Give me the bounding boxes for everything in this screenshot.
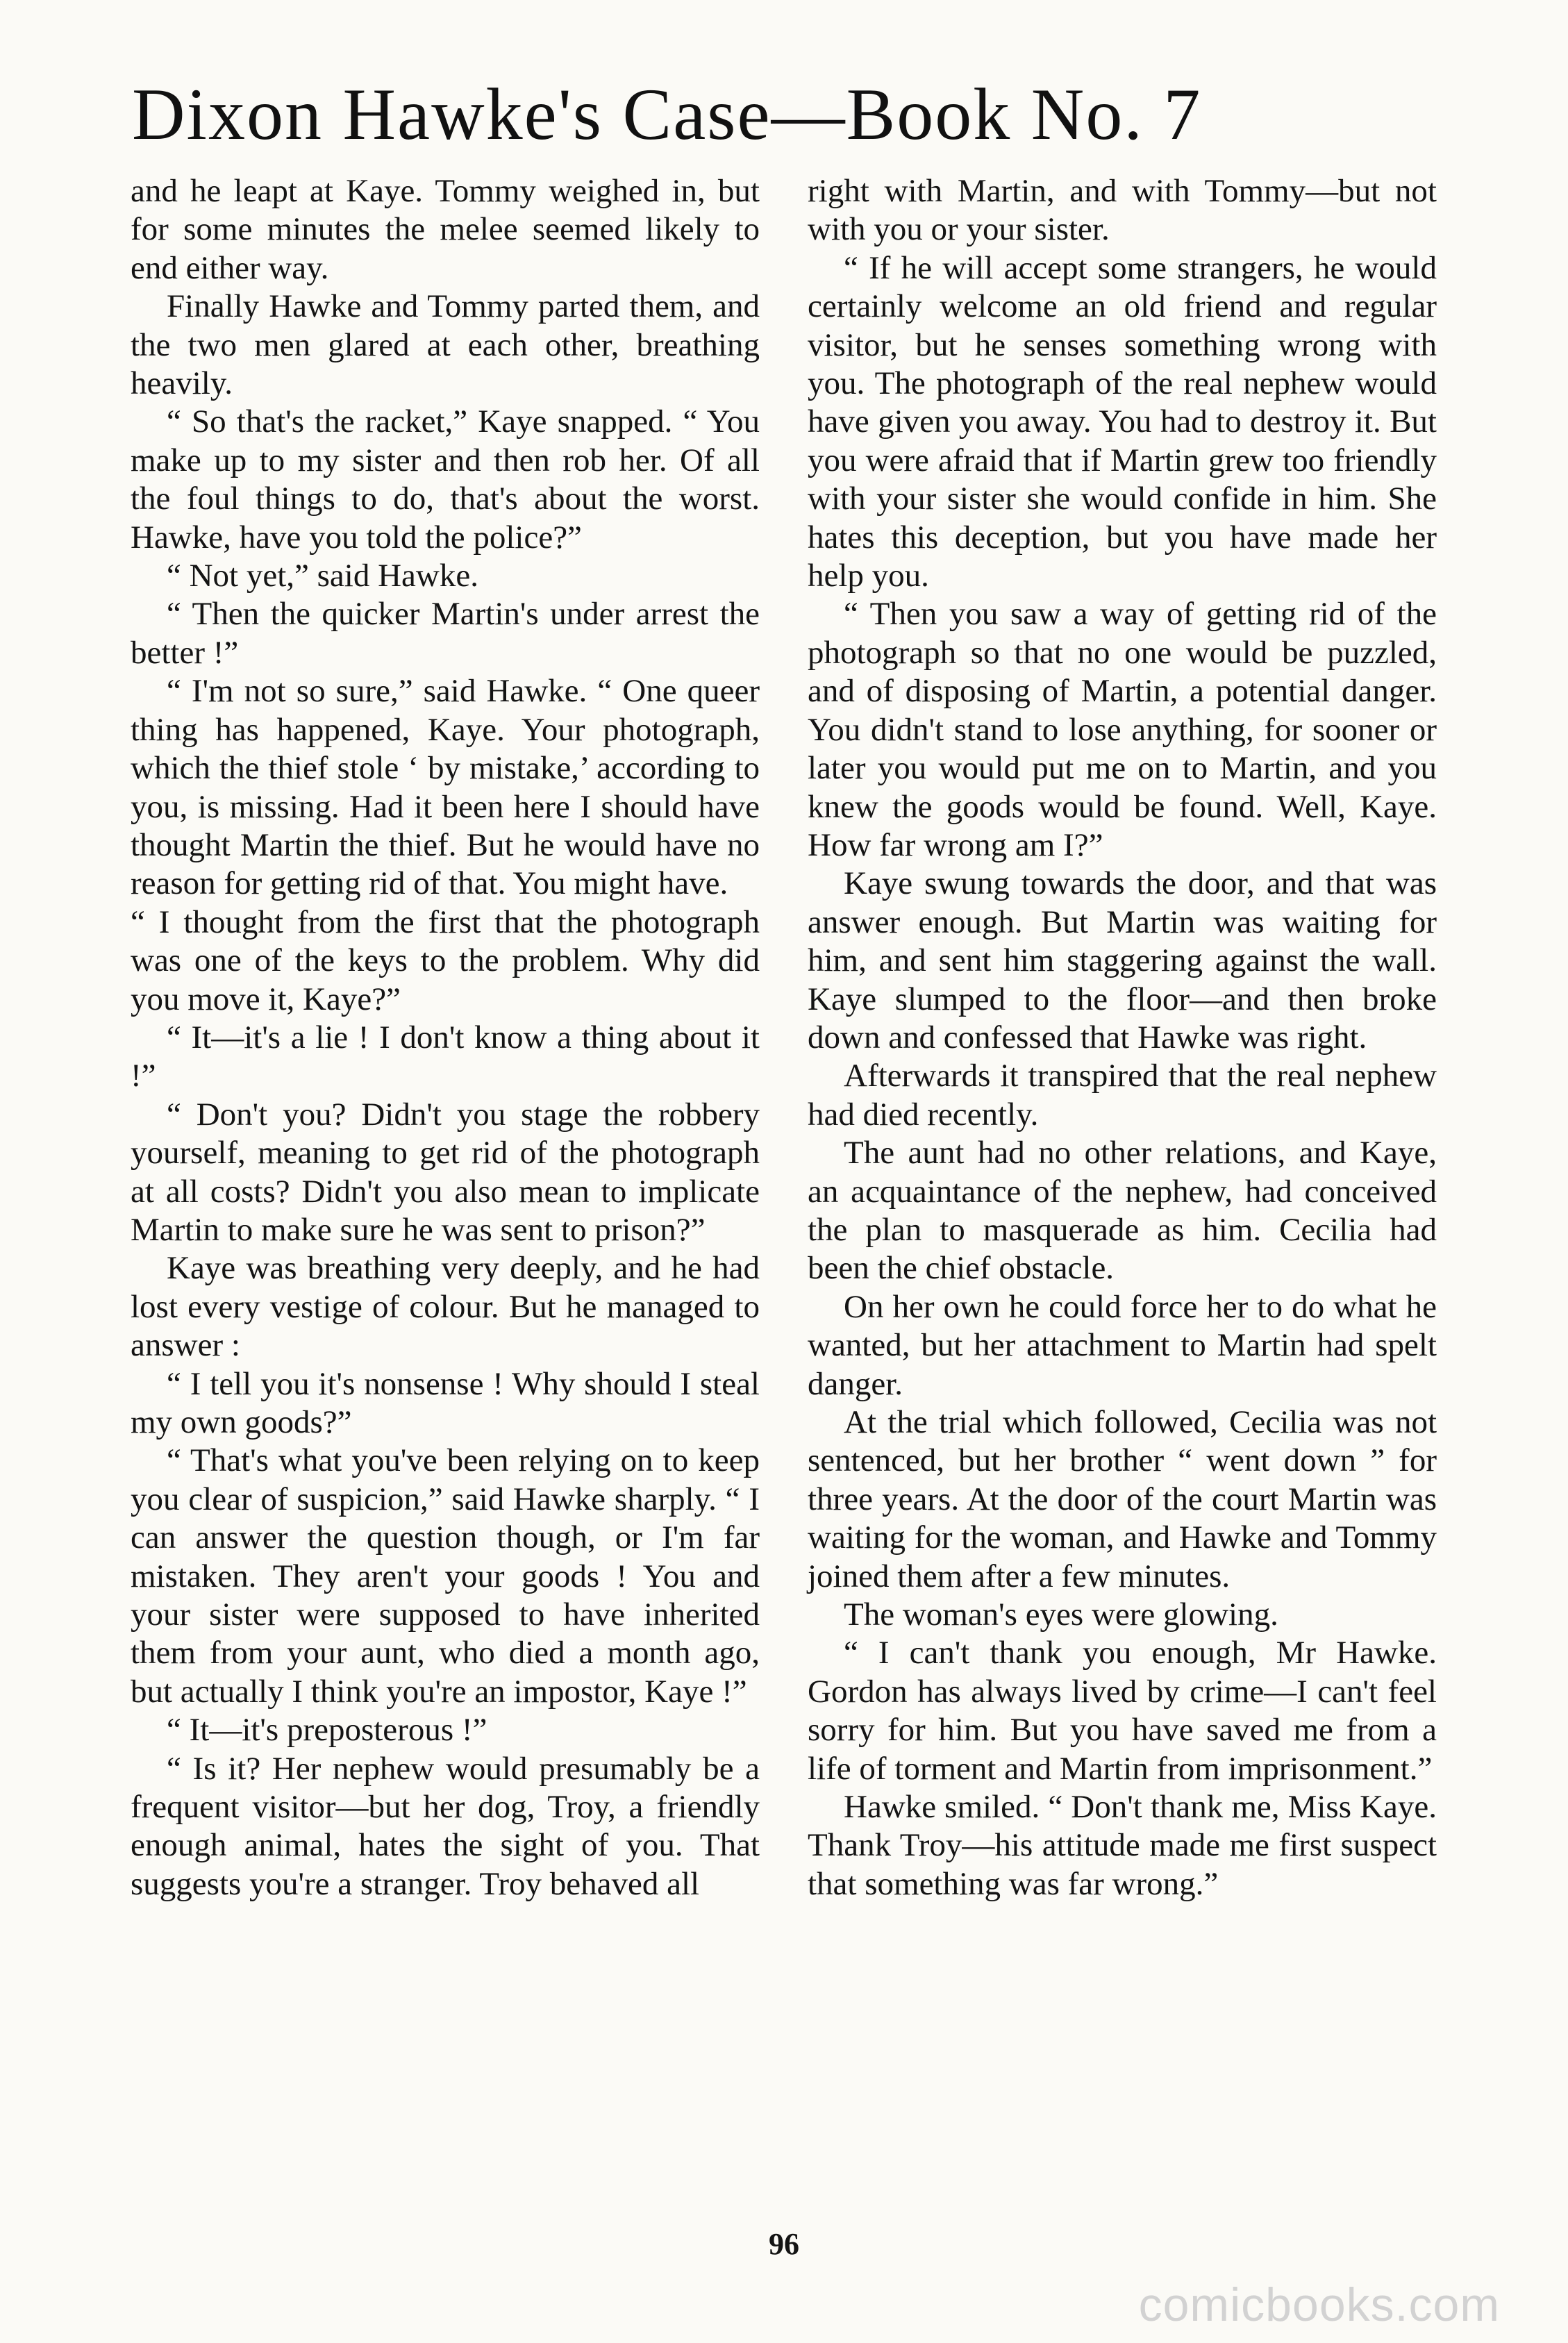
paragraph: “ That's what you've been relying on to keep you clear of suspicion,” said Hawke sharply. “ I can answer the question though, or I'm far mistaken. They aren't your goods ! You and your sister were supposed to have inherited them from your aunt, who died a month ago, but actually I think you're an impostor, Kaye !”	[131, 1442, 760, 1710]
page-title: Dixon Hawke's Case—Book No. 7	[132, 74, 1202, 155]
paragraph: “ If he will accept some strangers, he would certainly welcome an old friend and regular visitor, but he senses something wrong with you. The photograph of the real nephew would have given you away. You had to destroy it. But you were afraid that if Martin grew too friendly with your sister she would confide in him. She hates this deception, but you have made her help you.	[808, 249, 1437, 594]
paragraph: Kaye was breathing very deeply, and he had lost every vestige of colour. But he managed to answer :	[131, 1250, 760, 1364]
paragraph: Afterwards it transpired that the real nephew had died recently.	[808, 1058, 1437, 1133]
paragraph: “ Not yet,” said Hawke.	[167, 558, 478, 594]
paragraph: “ So that's the racket,” Kaye snapped. “ You make up to my sister and then rob her. Of all the foul things to do, that's about the worst. Hawke, have you told the police?”	[131, 403, 760, 556]
page-number: 96	[769, 2227, 799, 2261]
paragraph: “ Then the quicker Martin's under arrest the better !”	[131, 596, 760, 671]
watermark: comicbooks.com	[1138, 2278, 1500, 2331]
paragraph: “ Don't you? Didn't you stage the robbery yourself, meaning to get rid of the photograph at all costs? Didn't you also mean to implicate Martin to make sure he was sent to prison?”	[131, 1096, 760, 1248]
paragraph: The aunt had no other relations, and Kaye, an acquaintance of the nephew, had conceived the plan to masquerade as him. Cecilia had been the chief obstacle.	[808, 1135, 1437, 1287]
paragraph: “ Then you saw a way of getting rid of the photograph so that no one would be puzzled, and of disposing of Martin, a potential danger. You didn't stand to lose anything, for sooner or later you would put me on to Martin, and you knew the goods would be found. Well, Kaye. How far wrong am I?”	[808, 596, 1437, 863]
paragraph: “ Is it? Her nephew would presumably be a frequent visitor—but her dog, Troy, a friendly enough animal, hates the sight of you. That suggests you're a stranger. Troy behaved all	[131, 1750, 760, 1902]
paragraph: “ I'm not so sure,” said Hawke. “ One queer thing has happened, Kaye. Your photograph, which the thief stole ‘ by mistake,’ according to you, is missing. Had it been here I should have thought Martin the thief. But he would have no reason for getting rid of that. You might have.	[131, 673, 760, 902]
paragraph: “ I tell you it's nonsense ! Why should I steal my own goods?”	[131, 1365, 760, 1440]
right-column	[808, 172, 1437, 1903]
paragraph: “ I can't thank you enough, Mr Hawke. Gordon has always lived by crime—I can't feel sorry for him. But you have saved me from a life of torment and Martin from imprisonment.”	[808, 1635, 1437, 1787]
paragraph: Hawke smiled. “ Don't thank me, Miss Kaye. Thank Troy—his attitude made me first suspect that something was far wrong.”	[808, 1789, 1437, 1902]
paragraph: At the trial which followed, Cecilia was not sentenced, but her brother “ went down ” for three years. At the door of the court Martin was waiting for the woman, and Hawke and Tommy joined them after a few minutes.	[808, 1404, 1437, 1594]
paragraph: “ It—it's preposterous !”	[167, 1712, 487, 1749]
paragraph: On her own he could force her to do what he wanted, but her attachment to Martin had spelt danger.	[808, 1288, 1437, 1402]
left-column	[131, 172, 760, 1903]
paragraph: and he leapt at Kaye. Tommy weighed in, but for some minutes the melee seemed likely to end either way.	[131, 173, 760, 286]
paragraph: right with Martin, and with Tommy—but not with you or your sister.	[808, 173, 1437, 248]
paragraph: “ It—it's a lie ! I don't know a thing about it !”	[131, 1019, 760, 1094]
paragraph: Kaye swung towards the door, and that was answer enough. But Martin was waiting for him, and sent him staggering against the wall. Kaye slumped to the floor—and then broke down and confessed that Hawke was right.	[808, 865, 1437, 1056]
paragraph: The woman's eyes were glowing.	[844, 1596, 1278, 1633]
paragraph: Finally Hawke and Tommy parted them, and the two men glared at each other, breathing heavily.	[131, 288, 760, 402]
paragraph: “ I thought from the first that the photograph was one of the keys to the problem. Why did you move it, Kaye?”	[131, 903, 760, 1017]
